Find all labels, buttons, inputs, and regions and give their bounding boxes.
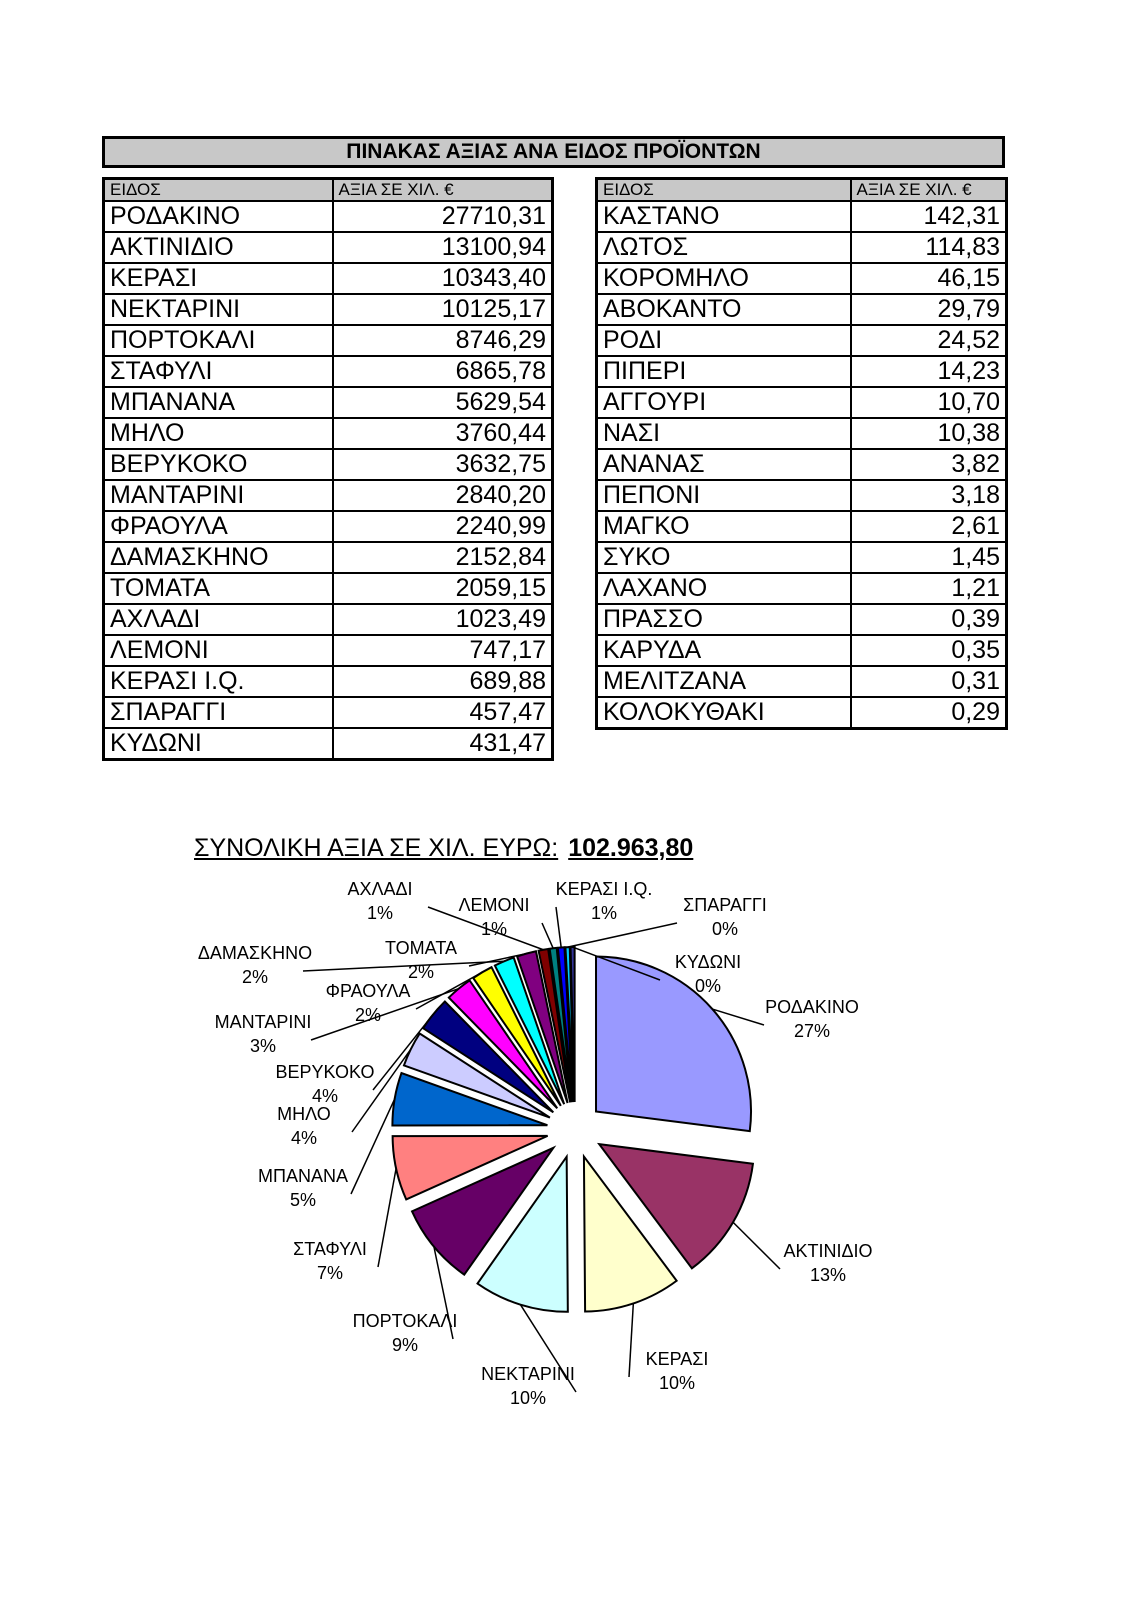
item-value-cell: 2,61: [851, 511, 1007, 542]
table-row: [104, 480, 553, 511]
item-name-cell: ΣΠΑΡΑΓΓΙ: [104, 697, 333, 728]
table-row: [597, 325, 1007, 356]
item-name-cell: ΣΥΚΟ: [597, 542, 851, 573]
item-value-cell: 24,52: [851, 325, 1007, 356]
total-amount: 102.963,80: [568, 834, 694, 862]
item-name-cell: ΝΕΚΤΑΡΙΝΙ: [104, 294, 333, 325]
pie-percent-label: 2%: [241, 967, 269, 987]
pie-leader-line: [351, 1099, 395, 1194]
pie-label: ΡΟΔΑΚΙΝΟ: [765, 997, 859, 1017]
table-row: [104, 604, 553, 635]
item-value-cell: 29,79: [851, 294, 1007, 325]
table-row: [597, 480, 1007, 511]
table-row: [104, 511, 553, 542]
page-title: ΠΙΝΑΚΑΣ ΑΞΙΑΣ ΑΝΑ ΕΙΔΟΣ ΠΡΟΪΟΝΤΩΝ: [102, 136, 1005, 168]
item-name-cell: ΚΥΔΩΝΙ: [104, 728, 333, 760]
item-value-cell: 0,29: [851, 697, 1007, 729]
item-name-cell: ΜΑΝΤΑΡΙΝΙ: [104, 480, 333, 511]
table-row: [104, 232, 553, 263]
pie-percent-label: 0%: [711, 919, 739, 939]
item-value-cell: 1,45: [851, 542, 1007, 573]
table-header-row: [104, 179, 553, 202]
pie-percent-label: 1%: [590, 903, 618, 923]
item-value-cell: 3760,44: [333, 418, 553, 449]
item-name-cell: ΜΠΑΝΑΝΑ: [104, 387, 333, 418]
pie-percent-label: 7%: [316, 1263, 344, 1283]
pie-percent-label: 2%: [407, 962, 435, 982]
table-row: [597, 387, 1007, 418]
item-name-cell: ΤΟΜΑΤΑ: [104, 573, 333, 604]
item-name-cell: ΛΩΤΟΣ: [597, 232, 851, 263]
table-row: [597, 356, 1007, 387]
item-name-cell: ΑΓΓΟΥΡΙ: [597, 387, 851, 418]
item-name-cell: ΔΑΜΑΣΚΗΝΟ: [104, 542, 333, 573]
table-row: [597, 294, 1007, 325]
value-table-left: [102, 177, 554, 761]
pie-percent-label: 9%: [391, 1335, 419, 1355]
pie-label: ΑΧΛΑΔΙ: [347, 880, 413, 899]
table-row: [597, 635, 1007, 666]
item-value-cell: 10,38: [851, 418, 1007, 449]
pie-leader-line: [303, 961, 504, 971]
table-row: [597, 697, 1007, 729]
item-value-cell: 3,18: [851, 480, 1007, 511]
value-table-right: [595, 177, 1008, 730]
item-value-cell: 2152,84: [333, 542, 553, 573]
item-value-cell: 10343,40: [333, 263, 553, 294]
header-item: ΕΙΔΟΣ: [104, 179, 333, 202]
item-value-cell: 3632,75: [333, 449, 553, 480]
item-name-cell: ΑΧΛΑΔΙ: [104, 604, 333, 635]
pie-leader-line: [629, 1303, 633, 1377]
table-row: [597, 511, 1007, 542]
item-name-cell: ΑΝΑΝΑΣ: [597, 449, 851, 480]
table-row: [597, 418, 1007, 449]
pie-percent-label: 1%: [366, 903, 394, 923]
item-value-cell: 2059,15: [333, 573, 553, 604]
table-row: [104, 387, 553, 418]
table-row: [104, 449, 553, 480]
table-row: [597, 542, 1007, 573]
item-name-cell: ΛΑΧΑΝΟ: [597, 573, 851, 604]
item-name-cell: ΑΚΤΙΝΙΔΙΟ: [104, 232, 333, 263]
item-name-cell: ΠΡΑΣΣΟ: [597, 604, 851, 635]
item-value-cell: 747,17: [333, 635, 553, 666]
item-value-cell: 457,47: [333, 697, 553, 728]
item-name-cell: ΚΑΡΥΔΑ: [597, 635, 851, 666]
pie-label: ΜΠΑΝΑΝΑ: [257, 1166, 349, 1186]
header-value: ΑΞΙΑ ΣΕ ΧΙΛ. €: [333, 179, 553, 202]
item-value-cell: 142,31: [851, 201, 1007, 232]
item-name-cell: ΡΟΔΑΚΙΝΟ: [104, 201, 333, 232]
table-row: [104, 573, 553, 604]
table-row: [104, 635, 553, 666]
item-value-cell: 0,35: [851, 635, 1007, 666]
item-value-cell: 2240,99: [333, 511, 553, 542]
item-value-cell: 10125,17: [333, 294, 553, 325]
pie-label: ΠΟΡΤΟΚΑΛΙ: [352, 1311, 458, 1331]
item-value-cell: 431,47: [333, 728, 553, 760]
pie-percent-label: 10%: [509, 1388, 547, 1408]
table-row: [104, 697, 553, 728]
pie-label: ΑΚΤΙΝΙΔΙΟ: [783, 1241, 873, 1261]
item-name-cell: ΑΒΟΚΑΝΤΟ: [597, 294, 851, 325]
pie-percent-label: 2%: [354, 1005, 382, 1025]
item-name-cell: ΜΗΛΟ: [104, 418, 333, 449]
pie-label: ΛΕΜΟΝΙ: [458, 895, 530, 915]
item-name-cell: ΝΑΣΙ: [597, 418, 851, 449]
item-value-cell: 689,88: [333, 666, 553, 697]
pie-label: ΚΕΡΑΣΙ I.Q.: [555, 880, 653, 899]
header-item: ΕΙΔΟΣ: [597, 179, 851, 202]
item-name-cell: ΡΟΔΙ: [597, 325, 851, 356]
table-row: [597, 573, 1007, 604]
item-value-cell: 46,15: [851, 263, 1007, 294]
table-row: [104, 542, 553, 573]
pie-label: ΜΗΛΟ: [277, 1104, 331, 1124]
pie-leader-line: [378, 1168, 396, 1267]
item-value-cell: 2840,20: [333, 480, 553, 511]
item-value-cell: 0,31: [851, 666, 1007, 697]
table-row: [104, 728, 553, 760]
pie-label: ΝΕΚΤΑΡΙΝΙ: [481, 1364, 575, 1384]
item-value-cell: 8746,29: [333, 325, 553, 356]
item-name-cell: ΛΕΜΟΝΙ: [104, 635, 333, 666]
table-row: [597, 604, 1007, 635]
pie-label: ΚΕΡΑΣΙ: [645, 1349, 709, 1369]
item-value-cell: 1023,49: [333, 604, 553, 635]
item-name-cell: ΚΑΣΤΑΝΟ: [597, 201, 851, 232]
table-row: [104, 418, 553, 449]
pie-percent-label: 4%: [311, 1086, 339, 1106]
item-name-cell: ΦΡΑΟΥΛΑ: [104, 511, 333, 542]
pie-percent-label: 27%: [793, 1021, 831, 1041]
pie-label: ΔΑΜΑΣΚΗΝΟ: [197, 943, 313, 963]
table-header-row: [597, 179, 1007, 202]
pie-percent-label: 0%: [694, 976, 722, 996]
pie-label: ΤΟΜΑΤΑ: [385, 938, 457, 958]
table-row: [597, 232, 1007, 263]
item-value-cell: 5629,54: [333, 387, 553, 418]
item-value-cell: 14,23: [851, 356, 1007, 387]
pie-slice: [596, 956, 751, 1131]
table-row: [104, 294, 553, 325]
item-value-cell: 3,82: [851, 449, 1007, 480]
item-name-cell: ΣΤΑΦΥΛΙ: [104, 356, 333, 387]
pie-label: ΣΠΑΡΑΓΓΙ: [683, 895, 767, 915]
item-name-cell: ΠΟΡΤΟΚΑΛΙ: [104, 325, 333, 356]
table-row: [104, 356, 553, 387]
table-row: [597, 449, 1007, 480]
item-name-cell: ΚΕΡΑΣΙ I.Q.: [104, 666, 333, 697]
pie-percent-label: 4%: [290, 1128, 318, 1148]
pie-percent-label: 5%: [289, 1190, 317, 1210]
item-name-cell: ΜΕΛΙΤΖΑΝΑ: [597, 666, 851, 697]
pie-label: ΒΕΡΥΚΟΚΟ: [275, 1062, 375, 1082]
pie-chart: [0, 880, 1131, 1440]
item-name-cell: ΠΙΠΕΡΙ: [597, 356, 851, 387]
item-value-cell: 0,39: [851, 604, 1007, 635]
item-value-cell: 10,70: [851, 387, 1007, 418]
item-value-cell: 27710,31: [333, 201, 553, 232]
pie-leader-line: [568, 923, 677, 947]
pie-label: ΚΥΔΩΝΙ: [674, 952, 742, 972]
pie-percent-label: 10%: [658, 1373, 696, 1393]
pie-label: ΦΡΑΟΥΛΑ: [325, 981, 411, 1001]
pie-leader-line: [556, 907, 561, 948]
table-row: [597, 666, 1007, 697]
table-row: [104, 201, 553, 232]
total-label: ΣΥΝΟΛΙΚΗ ΑΞΙΑ ΣΕ ΧΙΛ. ΕΥΡΩ:: [194, 834, 559, 862]
table-row: [104, 263, 553, 294]
total-value-line: [194, 834, 693, 863]
table-row: [104, 666, 553, 697]
item-value-cell: 6865,78: [333, 356, 553, 387]
header-value: ΑΞΙΑ ΣΕ ΧΙΛ. €: [851, 179, 1007, 202]
item-name-cell: ΜΑΓΚΟ: [597, 511, 851, 542]
table-row: [597, 201, 1007, 232]
table-row: [597, 263, 1007, 294]
item-name-cell: ΚΟΛΟΚΥΘΑΚΙ: [597, 697, 851, 729]
item-name-cell: ΚΕΡΑΣΙ: [104, 263, 333, 294]
pie-percent-label: 3%: [249, 1036, 277, 1056]
item-name-cell: ΚΟΡΟΜΗΛΟ: [597, 263, 851, 294]
table-row: [104, 325, 553, 356]
item-value-cell: 13100,94: [333, 232, 553, 263]
item-value-cell: 114,83: [851, 232, 1007, 263]
item-name-cell: ΠΕΠΟΝΙ: [597, 480, 851, 511]
pie-leader-line: [542, 923, 553, 948]
pie-percent-label: 1%: [480, 919, 508, 939]
item-name-cell: ΒΕΡΥΚΟΚΟ: [104, 449, 333, 480]
pie-label: ΣΤΑΦΥΛΙ: [293, 1239, 367, 1259]
pie-label: ΜΑΝΤΑΡΙΝΙ: [214, 1012, 312, 1032]
pie-leader-line: [733, 1222, 780, 1269]
pie-percent-label: 13%: [809, 1265, 847, 1285]
item-value-cell: 1,21: [851, 573, 1007, 604]
